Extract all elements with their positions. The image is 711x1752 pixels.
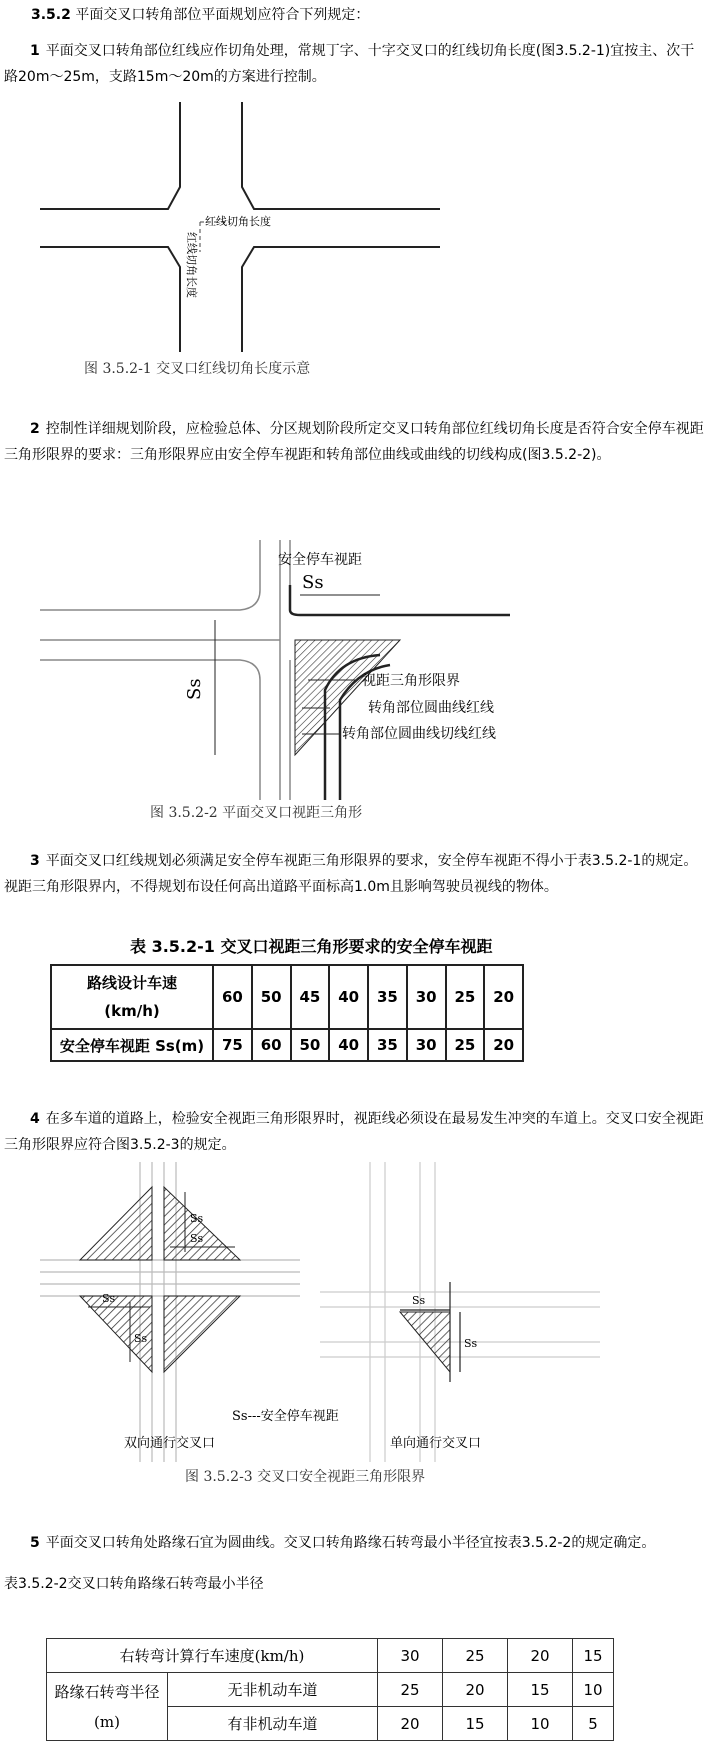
figure-2 <box>40 540 540 830</box>
item-5: 5 平面交叉口转角处路缘石宜为圆曲线。交叉口转角路缘石转弯最小半径宜按表3.5.2-2的规定确定。 <box>30 1535 656 1551</box>
table-cell: 15 <box>508 1673 573 1707</box>
table-cell: 20 <box>484 1029 523 1061</box>
table-2-row-a-label: 无非机动车道 <box>168 1673 378 1707</box>
section-title: 平面交叉口转角部位平面规划应符合下列规定： <box>75 7 370 23</box>
fig3-ss-4: Ss <box>134 1332 148 1345</box>
fig2-callout-1: 视距三角形限界 <box>362 673 460 689</box>
item-3: 3 平面交叉口红线规划必须满足安全停车视距三角形限界的要求，安全停车视距不得小于表3.5.2-1的规定。视距三角形限界内，不得规划布设任何高出道路平面标高1.0m且影响驾驶员视线的物体。 <box>4 853 698 895</box>
figure-1 <box>40 102 470 392</box>
fig3-ss-3: Ss <box>102 1292 116 1305</box>
figure-3-caption: 图 3.5.2-3 交叉口安全视距三角形限界 <box>185 1469 426 1485</box>
figure-1-drawing <box>40 102 470 352</box>
section-number: 3.5.2 <box>31 7 71 23</box>
table-cell: 60 <box>213 965 252 1029</box>
figure-2-caption: 图 3.5.2-2 平面交叉口视距三角形 <box>150 805 363 821</box>
fig2-callout-3: 转角部位圆曲线切线红线 <box>342 726 496 742</box>
fig2-title: 安全停车视距 <box>278 552 362 568</box>
table-cell: 60 <box>252 1029 291 1061</box>
table-cell: 75 <box>213 1029 252 1061</box>
table-1-speed-label: 路线设计车速 (km/h) <box>51 965 213 1029</box>
item-1: 1 平面交叉口转角部位红线应作切角处理，常规丁字、十字交叉口的红线切角长度(图3.5.2-1)宜按主、次干路20m～25m，支路15m～20m的方案进行控制。 <box>4 43 695 85</box>
item-4: 4 在多车道的道路上，检验安全视距三角形限界时，视距线必须设在最易发生冲突的车道上。交叉口安全视距三角形限界应符合图3.5.2-3的规定。 <box>4 1111 704 1153</box>
table-cell: 45 <box>291 965 330 1029</box>
table-2-header-row <box>47 1639 614 1673</box>
fig2-callout-2: 转角部位圆曲线红线 <box>368 700 494 716</box>
table-1-title: 表 3.5.2-1 交叉口视距三角形要求的安全停车视距 <box>130 937 493 956</box>
label-red-line-h: 红线切角长度 <box>205 215 271 228</box>
fig3-legend: Ss---安全停车视距 <box>232 1409 339 1424</box>
label-red-line-v: 红线切角长度 <box>185 232 198 298</box>
figure-2-drawing <box>40 540 540 800</box>
table-1 <box>50 964 524 1062</box>
fig3-right-label: 单向通行交叉口 <box>390 1436 482 1451</box>
table-cell: 20 <box>508 1639 573 1673</box>
table-cell: 40 <box>329 1029 368 1061</box>
table-cell: 10 <box>573 1673 614 1707</box>
section-heading <box>31 4 369 24</box>
table-2-header: 右转弯计算行车速度(km/h) <box>47 1639 378 1673</box>
table-1-row-speed <box>51 965 523 1029</box>
item-2: 2 控制性详细规划阶段，应检验总体、分区规划阶段所定交叉口转角部位红线切角长度是否符合安全停车视距三角形限界的要求：三角形限界应由安全停车视距和转角部位曲线或曲线的切线构成(图3.5.2-2)。 <box>4 421 704 463</box>
table-cell: 5 <box>573 1707 614 1741</box>
figure-1-caption: 图 3.5.2-1 交叉口红线切角长度示意 <box>84 361 311 377</box>
fig3-left-label: 双向通行交叉口 <box>124 1436 216 1451</box>
table-cell: 20 <box>443 1673 508 1707</box>
table-cell: 25 <box>378 1673 443 1707</box>
table-1-row-distance <box>51 1029 523 1061</box>
fig3-ss-5: Ss <box>412 1294 426 1307</box>
table-cell: 30 <box>407 965 446 1029</box>
figure-3 <box>40 1162 660 1502</box>
table-cell: 25 <box>446 965 485 1029</box>
figure-3-drawing <box>40 1162 660 1462</box>
table-cell: 35 <box>368 1029 407 1061</box>
table-cell: 35 <box>368 965 407 1029</box>
fig3-ss-6: Ss <box>464 1337 478 1350</box>
table-1-distance-label: 安全停车视距 Ss(m) <box>51 1029 213 1061</box>
fig3-ss-2: Ss <box>190 1232 204 1245</box>
table-2-group-label: 路缘石转弯半径 (m) <box>47 1673 168 1741</box>
table-2 <box>46 1638 614 1741</box>
table-cell: 30 <box>407 1029 446 1061</box>
table-cell: 15 <box>443 1707 508 1741</box>
table-cell: 50 <box>291 1029 330 1061</box>
fig2-ss-vertical: Ss <box>184 678 205 700</box>
table-2-row-a <box>47 1673 614 1707</box>
table-cell: 30 <box>378 1639 443 1673</box>
table-cell: 15 <box>573 1639 614 1673</box>
table-2-row-b-label: 有非机动车道 <box>168 1707 378 1741</box>
table-2-title: 表3.5.2-2交叉口转角路缘石转弯最小半径 <box>4 1576 264 1592</box>
fig3-ss-1: Ss <box>190 1212 204 1225</box>
table-cell: 25 <box>443 1639 508 1673</box>
table-cell: 25 <box>446 1029 485 1061</box>
fig2-ss-horizontal: Ss <box>302 572 324 593</box>
table-cell: 20 <box>484 965 523 1029</box>
table-cell: 50 <box>252 965 291 1029</box>
table-cell: 20 <box>378 1707 443 1741</box>
table-cell: 40 <box>329 965 368 1029</box>
table-cell: 10 <box>508 1707 573 1741</box>
